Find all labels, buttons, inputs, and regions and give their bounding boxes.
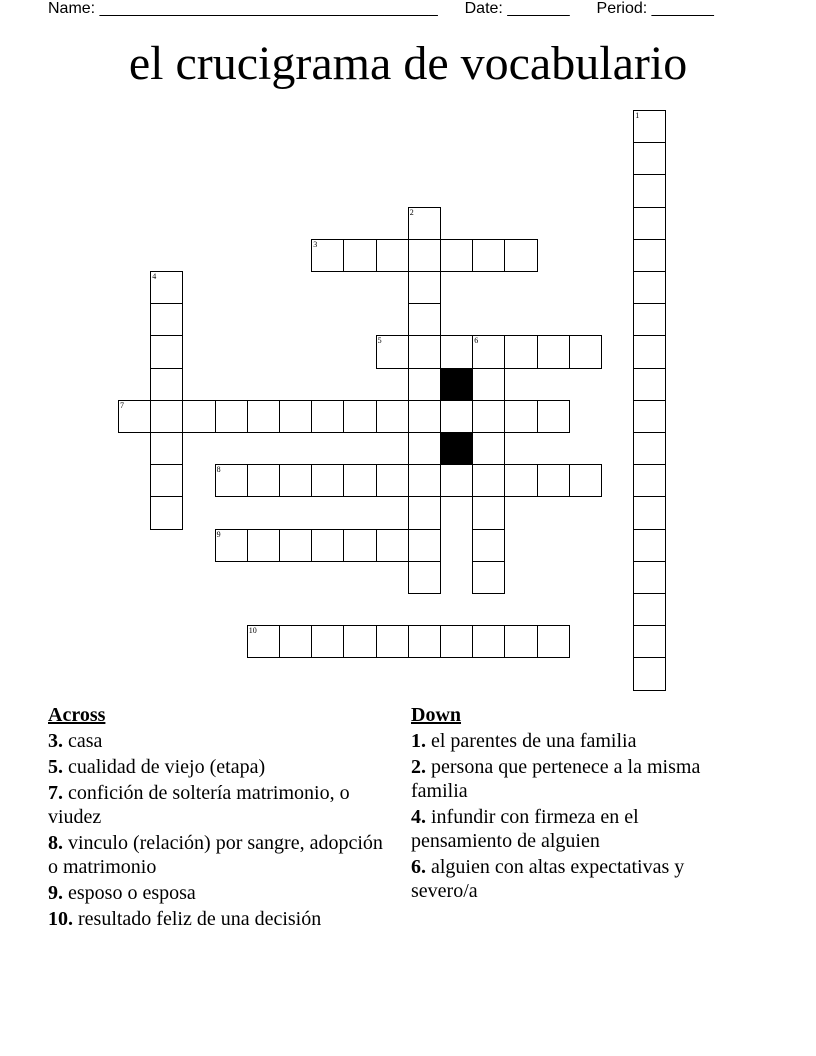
crossword-cell[interactable] [150,303,183,336]
crossword-cell[interactable] [150,464,183,497]
crossword-cell[interactable] [376,529,409,562]
crossword-cell[interactable] [343,625,376,658]
clue-number: 6. [411,856,426,878]
crossword-cell[interactable] [376,239,409,272]
across-heading: Across [48,704,106,726]
crossword-cell[interactable] [408,303,441,336]
crossword-cell[interactable] [376,464,409,497]
clue-number: 5. [48,756,63,778]
down-clue [411,805,741,853]
crossword-cell[interactable] [343,239,376,272]
crossword-cell[interactable] [279,464,312,497]
name-field-label[interactable]: Name: ______________________________________ [48,0,438,17]
crossword-cell[interactable] [343,464,376,497]
page-title: el crucigrama de vocabulario [128,37,688,90]
period-field-label[interactable]: Period: _______ [596,0,714,17]
clue-number: 4. [411,806,426,828]
date-field-label[interactable]: Date: _______ [464,0,570,17]
clue-text: alguien con altas expectativas y severo/a [411,856,685,902]
clue-text: el parentes de una familia [426,730,637,752]
crossword-cell[interactable] [633,464,666,497]
crossword-cell[interactable] [311,464,344,497]
down-clue [411,729,741,753]
crossword-cell[interactable] [408,496,441,529]
crossword-cell[interactable] [472,561,505,594]
crossword-cell[interactable] [504,400,537,433]
crossword-cell[interactable] [376,400,409,433]
across-clue [48,907,388,931]
crossword-cell[interactable] [408,335,441,368]
crossword-cell[interactable] [633,400,666,433]
crossword-cell[interactable] [343,400,376,433]
cell-number: 10 [248,626,257,636]
crossword-cell[interactable] [311,625,344,658]
crossword-cell[interactable] [537,625,570,658]
crossword-cell[interactable] [633,271,666,304]
crossword-cell[interactable] [472,400,505,433]
crossword-cell[interactable] [440,625,473,658]
crossword-cell[interactable] [247,529,280,562]
crossword-cell[interactable] [279,625,312,658]
across-clues [48,703,388,933]
across-clue [48,781,388,829]
crossword-cell[interactable] [311,529,344,562]
crossword-cell[interactable] [504,335,537,368]
clue-number: 10. [48,908,73,930]
across-clue [48,755,388,779]
cell-number: 9 [216,529,221,539]
crossword-cell[interactable] [569,464,602,497]
cell-number: 8 [216,465,221,475]
crossword-cell[interactable] [440,464,473,497]
crossword-cell[interactable] [279,400,312,433]
clue-number: 8. [48,832,63,854]
crossword-cell[interactable] [150,335,183,368]
crossword-cell[interactable] [150,400,183,433]
crossword-cell[interactable] [569,335,602,368]
crossword-cell[interactable] [633,593,666,626]
crossword-block-cell [440,432,473,465]
crossword-cell[interactable] [472,625,505,658]
crossword-cell[interactable] [440,239,473,272]
clue-text: resultado feliz de una decisión [73,908,322,930]
crossword-cell[interactable] [150,432,183,465]
crossword-cell[interactable] [537,335,570,368]
crossword-cell[interactable] [150,496,183,529]
crossword-cell[interactable] [311,400,344,433]
clue-text: infundir con firmeza en el pensamiento de alguien [411,806,639,852]
crossword-cell[interactable] [633,625,666,658]
crossword-cell[interactable] [472,529,505,562]
crossword-cell[interactable] [633,239,666,272]
crossword-cell[interactable] [150,368,183,401]
crossword-cell[interactable] [343,529,376,562]
crossword-cell[interactable] [633,335,666,368]
crossword-cell[interactable] [633,303,666,336]
clue-number: 9. [48,882,63,904]
crossword-cell[interactable] [408,432,441,465]
crossword-cell[interactable] [408,239,441,272]
crossword-cell[interactable] [472,464,505,497]
crossword-cell[interactable] [472,239,505,272]
crossword-cell[interactable] [408,400,441,433]
crossword-cell[interactable] [504,239,537,272]
clue-text: esposo o esposa [63,882,196,904]
down-heading: Down [411,704,462,726]
crossword-cell[interactable] [633,561,666,594]
crossword-cell[interactable] [215,400,248,433]
crossword-cell[interactable] [633,368,666,401]
crossword-cell[interactable] [247,464,280,497]
crossword-cell[interactable] [408,368,441,401]
crossword-cell[interactable] [504,464,537,497]
crossword-cell[interactable] [376,625,409,658]
crossword-cell[interactable] [633,207,666,240]
cell-number: 7 [120,400,124,410]
crossword-cell[interactable] [633,174,666,207]
crossword-cell[interactable] [633,529,666,562]
cell-number: 6 [474,336,479,346]
crossword-cell[interactable] [440,335,473,368]
crossword-cell[interactable] [247,400,280,433]
crossword-cell[interactable] [537,400,570,433]
cell-number: 5 [377,336,382,346]
down-clue [411,855,741,903]
crossword-cell[interactable] [182,400,215,433]
crossword-cell[interactable] [472,432,505,465]
clue-text: casa [63,730,103,752]
clue-number: 3. [48,730,63,752]
crossword-cell[interactable] [279,529,312,562]
cell-number: 3 [313,239,318,249]
crossword-cell[interactable] [408,529,441,562]
clue-text: vinculo (relación) por sangre, adopción o matrimonio [48,832,383,878]
cell-number: 1 [635,111,640,120]
down-clues [411,703,741,905]
clue-text: persona que pertenece a la misma familia [411,756,701,802]
crossword-cell[interactable] [633,432,666,465]
crossword-cell[interactable] [537,464,570,497]
clue-number: 1. [411,730,426,752]
crossword-cell[interactable] [633,657,666,690]
crossword-cell[interactable] [440,400,473,433]
crossword-cell[interactable] [633,142,666,175]
clue-text: cualidad de viejo (etapa) [63,756,266,778]
cell-number: 2 [409,207,414,217]
crossword-block-cell [440,368,473,401]
across-clue [48,729,388,753]
crossword-cell[interactable] [408,561,441,594]
clue-number: 2. [411,756,426,778]
across-clue [48,831,388,879]
crossword-cell[interactable] [408,464,441,497]
clue-number: 7. [48,782,63,804]
cell-number: 4 [152,272,157,281]
crossword-cell[interactable] [408,625,441,658]
crossword-cell[interactable] [408,271,441,304]
crossword-cell[interactable] [472,368,505,401]
down-clue [411,755,741,803]
crossword-cell[interactable] [633,496,666,529]
crossword-cell[interactable] [504,625,537,658]
clue-text: confición de soltería matrimonio, o viudez [48,782,350,828]
across-clue [48,881,388,905]
crossword-cell[interactable] [472,496,505,529]
